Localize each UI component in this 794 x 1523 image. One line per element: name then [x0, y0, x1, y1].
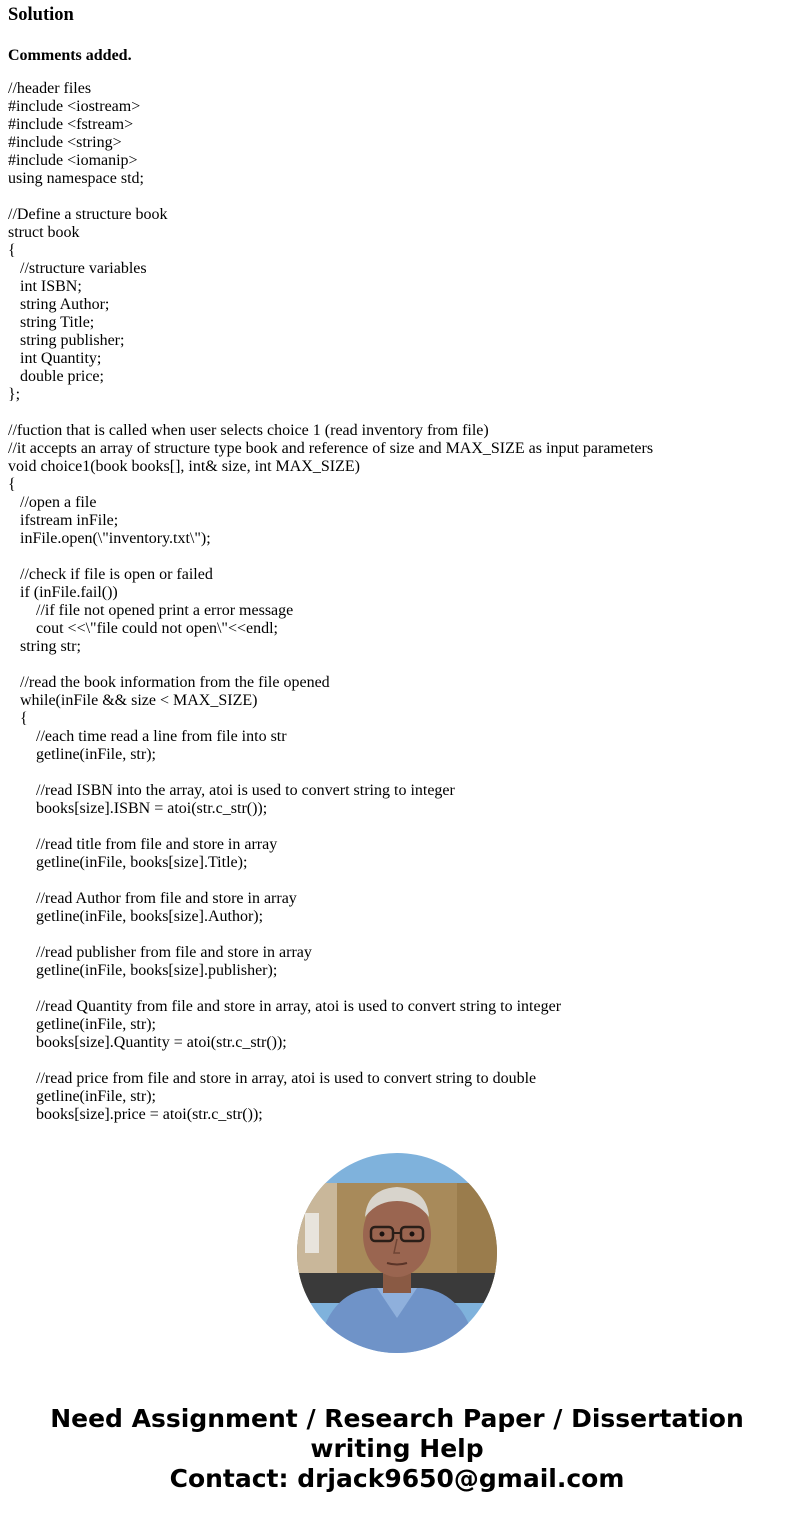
code-line: books[size].Quantity = atoi(str.c_str());: [8, 1034, 287, 1051]
code-line: void choice1(book books[], int& size, int MAX_SIZE): [8, 458, 360, 475]
code-line: int Quantity;: [8, 350, 102, 367]
code-line: string Title;: [8, 314, 95, 331]
code-line: while(inFile && size < MAX_SIZE): [8, 692, 258, 709]
code-line: //read title from file and store in array: [8, 836, 278, 853]
code-line: using namespace std;: [8, 170, 144, 187]
code-line: //it accepts an array of structure type book and reference of size and MAX_SIZE as input parameters: [8, 440, 654, 457]
code-line: if (inFile.fail()): [8, 584, 118, 601]
code-line: //Define a structure book: [8, 206, 168, 223]
code-line: #include <iostream>: [8, 98, 141, 115]
code-line: getline(inFile, books[size].publisher);: [8, 962, 278, 979]
promo-contact: Contact: drjack9650@gmail.com: [169, 1464, 625, 1493]
code-line: //read Author from file and store in array: [8, 890, 297, 907]
code-block: [8, 80, 794, 1124]
code-line: [8, 548, 794, 566]
code-line: };: [8, 386, 21, 403]
code-line: [8, 656, 794, 674]
code-line: getline(inFile, str);: [8, 746, 156, 763]
code-line: [8, 1052, 794, 1070]
code-line: {: [8, 242, 16, 259]
code-line: struct book: [8, 224, 80, 241]
code-line: //header files: [8, 80, 92, 97]
code-line: int ISBN;: [8, 278, 82, 295]
code-line: cout <<\"file could not open\"<<endl;: [8, 620, 278, 637]
page-title: Solution: [8, 5, 74, 25]
page-subtitle: Comments added.: [8, 47, 132, 64]
code-line: //read the book information from the file opened: [8, 674, 330, 691]
code-line: //if file not opened print a error message: [8, 602, 294, 619]
code-line: //fuction that is called when user selects choice 1 (read inventory from file): [8, 422, 489, 439]
code-line: ifstream inFile;: [8, 512, 119, 529]
code-line: string publisher;: [8, 332, 125, 349]
code-line: #include <string>: [8, 134, 122, 151]
code-line: getline(inFile, books[size].Author);: [8, 908, 264, 925]
code-line: [8, 980, 794, 998]
code-line: [8, 764, 794, 782]
code-line: getline(inFile, str);: [8, 1016, 156, 1033]
code-line: //read publisher from file and store in array: [8, 944, 312, 961]
code-line: [8, 872, 794, 890]
code-line: {: [8, 476, 16, 493]
code-line: //structure variables: [8, 260, 147, 277]
code-line: //open a file: [8, 494, 97, 511]
code-line: getline(inFile, str);: [8, 1088, 156, 1105]
code-line: string Author;: [8, 296, 110, 313]
code-line: string str;: [8, 638, 81, 655]
code-line: //check if file is open or failed: [8, 566, 213, 583]
code-line: #include <iomanip>: [8, 152, 138, 169]
code-line: getline(inFile, books[size].Title);: [8, 854, 248, 871]
code-line: books[size].ISBN = atoi(str.c_str());: [8, 800, 268, 817]
document-body: [8, 0, 794, 1124]
code-line: {: [8, 710, 28, 727]
code-line: //read ISBN into the array, atoi is used to convert string to integer: [8, 782, 455, 799]
code-line: [8, 188, 794, 206]
promo-line-2: writing Help: [310, 1434, 484, 1463]
code-line: inFile.open(\"inventory.txt\");: [8, 530, 211, 547]
code-line: double price;: [8, 368, 104, 385]
code-line: //read price from file and store in array, atoi is used to convert string to double: [8, 1070, 537, 1087]
author-avatar: [297, 1153, 497, 1353]
code-line: books[size].price = atoi(str.c_str());: [8, 1106, 263, 1123]
code-line: [8, 404, 794, 422]
code-line: #include <fstream>: [8, 116, 134, 133]
promo-banner: [0, 1404, 794, 1494]
code-line: //read Quantity from file and store in array, atoi is used to convert string to integer: [8, 998, 562, 1015]
code-line: //each time read a line from file into str: [8, 728, 287, 745]
code-line: [8, 818, 794, 836]
code-line: [8, 926, 794, 944]
promo-line-1: Need Assignment / Research Paper / Dissertation: [50, 1404, 744, 1433]
